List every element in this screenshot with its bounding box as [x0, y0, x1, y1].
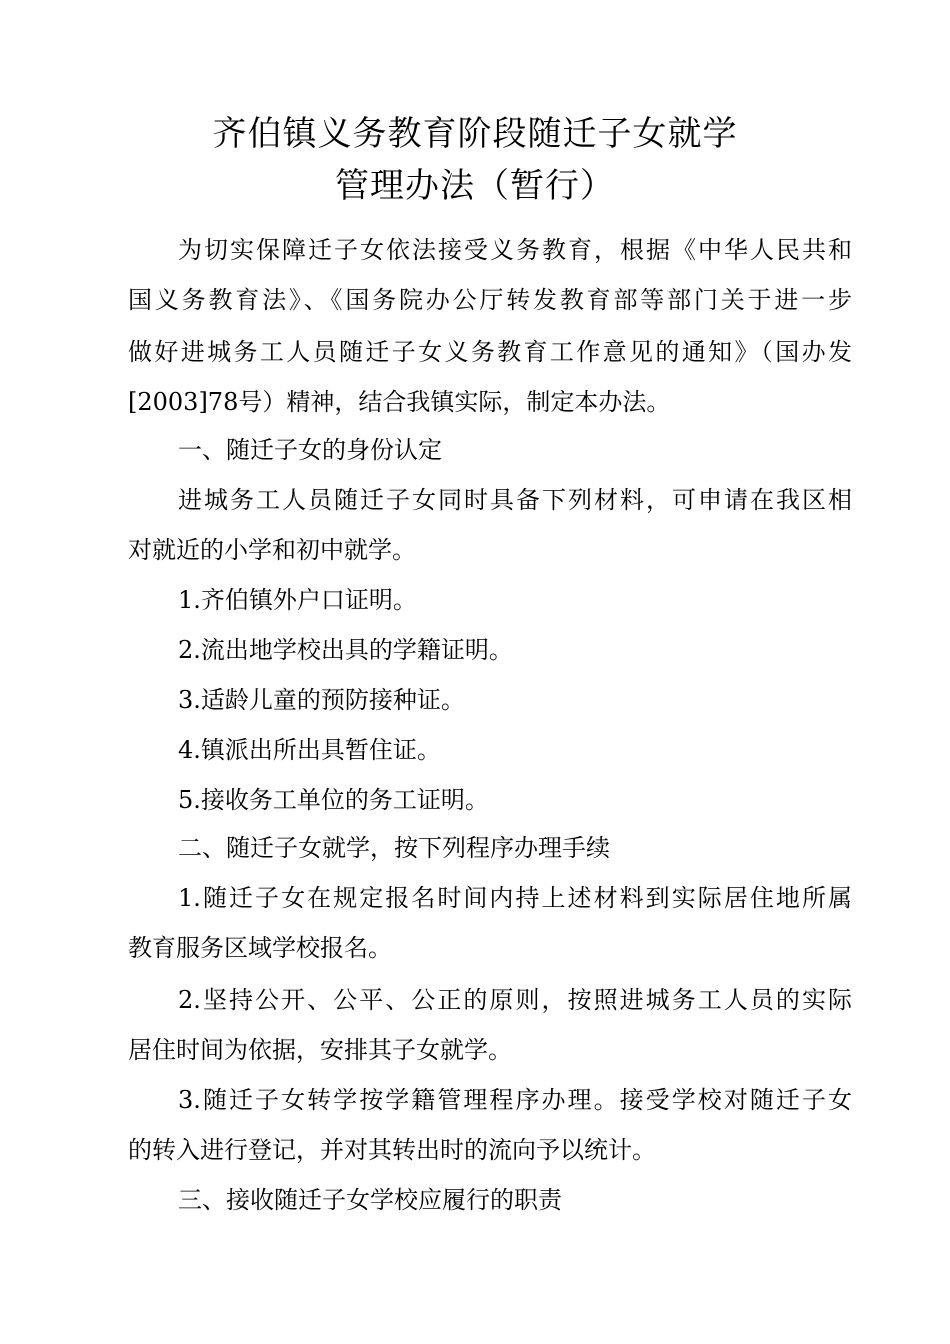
section-1-item-4: 4.镇派出所出具暂住证。: [178, 736, 441, 764]
document-title-line-2: 管理办法（暂行）: [335, 166, 615, 206]
section-1-heading: 一、随迁子女的身份认定: [178, 436, 442, 464]
section-3-heading: 三、接收随迁子女学校应履行的职责: [178, 1186, 562, 1214]
section-2-heading: 二、随迁子女就学，按下列程序办理手续: [178, 834, 610, 862]
section-2-item-1-line-2: 教育服务区域学校报名。: [128, 934, 392, 962]
intro-line-2: 国义务教育法》、《国务院办公厅转发教育部等部门关于进一步: [128, 286, 852, 314]
section-2-item-3-line-2: 的转入进行登记，并对其转出时的流向予以统计。: [128, 1136, 656, 1164]
section-2-item-2-line-1: 2.坚持公开、公平、公正的原则，按照进城务工人员的实际: [178, 986, 852, 1014]
section-1-para-line-1: 进城务工人员随迁子女同时具备下列材料，可申请在我区相: [178, 486, 852, 514]
section-1-item-1: 1.齐伯镇外户口证明。: [178, 586, 417, 614]
document-title-line-1: 齐伯镇义务教育阶段随迁子女就学: [212, 114, 738, 154]
intro-line-4: [2003]78号）精神，结合我镇实际，制定本办法。: [128, 388, 671, 416]
intro-line-1: 为切实保障迁子女依法接受义务教育，根据《中华人民共和: [178, 236, 852, 264]
section-2-item-2-line-2: 居住时间为依据，安排其子女就学。: [128, 1036, 512, 1064]
section-2-item-1-line-1: 1.随迁子女在规定报名时间内持上述材料到实际居住地所属: [178, 884, 852, 912]
section-2-item-3-line-1: 3.随迁子女转学按学籍管理程序办理。接受学校对随迁子女: [178, 1086, 852, 1114]
intro-line-3: 做好进城务工人员随迁子女义务教育工作意见的通知》（国办发: [128, 338, 852, 366]
section-1-item-5: 5.接收务工单位的务工证明。: [178, 786, 489, 814]
section-1-para-line-2: 对就近的小学和初中就学。: [128, 536, 416, 564]
section-1-item-2: 2.流出地学校出具的学籍证明。: [178, 636, 513, 664]
section-1-item-3: 3.适龄儿童的预防接种证。: [178, 686, 465, 714]
